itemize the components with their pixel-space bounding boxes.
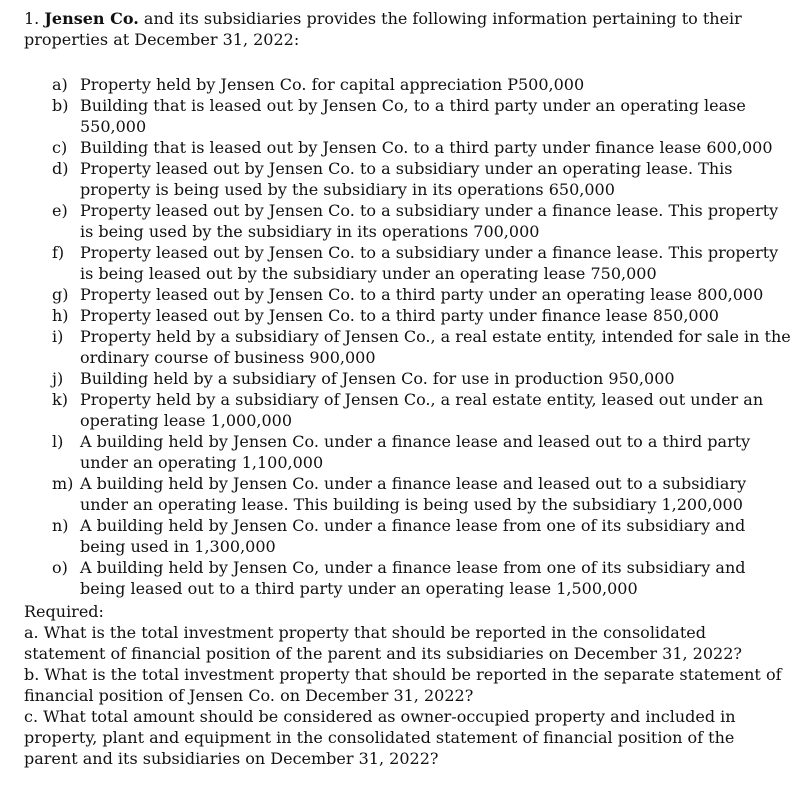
item-text: Property leased out by Jensen Co. to a subsidiary under a finance lease. This property is being used by the subsidiary in its operations 700,000 [80,201,779,241]
item-text: A building held by Jensen Co. under a finance lease and leased out to a subsidiary under an operating lease. This building is being used by the subsidiary 1,200,000 [80,474,747,514]
required-question-a: a. What is the total investment property that should be reported in the consolidated statement of financial position of the parent and its subsidiaries on December 31, 2022? [24,623,742,663]
item-text: A building held by Jensen Co, under a finance lease from one of its subsidiary and being leased out to a third party under an operating lease 1,500,000 [80,558,746,598]
item-label: c) [52,138,68,157]
list-item [52,284,792,305]
item-label: k) [52,390,68,409]
item-label: i) [52,327,64,346]
item-text: Property leased out by Jensen Co. to a third party under an operating lease 800,000 [80,285,764,304]
item-text: Building held by a subsidiary of Jensen Co. for use in production 950,000 [80,369,675,388]
item-text: A building held by Jensen Co. under a finance lease from one of its subsidiary and being used in 1,300,000 [80,516,746,556]
list-item [52,242,792,284]
item-text: Building that is leased out by Jensen Co, to a third party under an operating lease 550,000 [80,96,746,136]
company-name: Jensen Co. [44,9,139,28]
item-label: e) [52,201,68,220]
list-item [52,74,792,95]
item-text: Property leased out by Jensen Co. to a third party under finance lease 850,000 [80,306,719,325]
list-item [52,368,792,389]
list-item [52,200,792,242]
item-text: Property leased out by Jensen Co. to a subsidiary under a finance lease. This property is being leased out by the subsidiary under an operating lease 750,000 [80,243,779,283]
item-label: j) [52,369,64,388]
item-label: b) [52,96,69,115]
list-item [52,326,792,368]
item-label: m) [52,474,74,493]
item-label: n) [52,516,69,535]
list-item [52,431,792,473]
problem-intro [24,8,794,50]
list-item [52,389,792,431]
required-question-b: b. What is the total investment property that should be reported in the separate statement of financial position of Jensen Co. on December 31, 2022? [24,665,782,705]
item-text: Property held by Jensen Co. for capital appreciation P500,000 [80,75,585,94]
item-text: Building that is leased out by Jensen Co. to a third party under finance lease 600,000 [80,138,773,157]
item-label: o) [52,558,68,577]
item-text: A building held by Jensen Co. under a finance lease and leased out to a third party under an operating 1,100,000 [80,432,751,472]
item-text: Property leased out by Jensen Co. to a subsidiary under an operating lease. This property is being used by the subsidiary in its operations 650,000 [80,159,733,199]
intro-text: and its subsidiaries provides the following information pertaining to their properties at December 31, 2022: [24,9,742,49]
item-label: d) [52,159,69,178]
required-heading: Required: [24,602,104,621]
list-item [52,95,792,137]
list-item [52,473,792,515]
list-item [52,515,792,557]
problem-number: 1. [24,9,40,28]
required-section [24,601,784,769]
item-label: l) [52,432,64,451]
item-text: Property held by a subsidiary of Jensen Co., a real estate entity, leased out under an operating lease 1,000,000 [80,390,764,430]
item-label: g) [52,285,69,304]
list-item [52,137,792,158]
item-text: Property held by a subsidiary of Jensen Co., a real estate entity, intended for sale in the ordinary course of business 900,000 [80,327,791,367]
item-label: a) [52,75,68,94]
list-item [52,158,792,200]
item-label: f) [52,243,65,262]
property-list [52,74,792,599]
list-item [52,557,792,599]
required-question-c: c. What total amount should be considered as owner-occupied property and included in property, plant and equipment in the consolidated statement of financial position of the parent and its subsidiaries on December 31, 2022? [24,707,736,768]
list-item [52,305,792,326]
item-label: h) [52,306,69,325]
